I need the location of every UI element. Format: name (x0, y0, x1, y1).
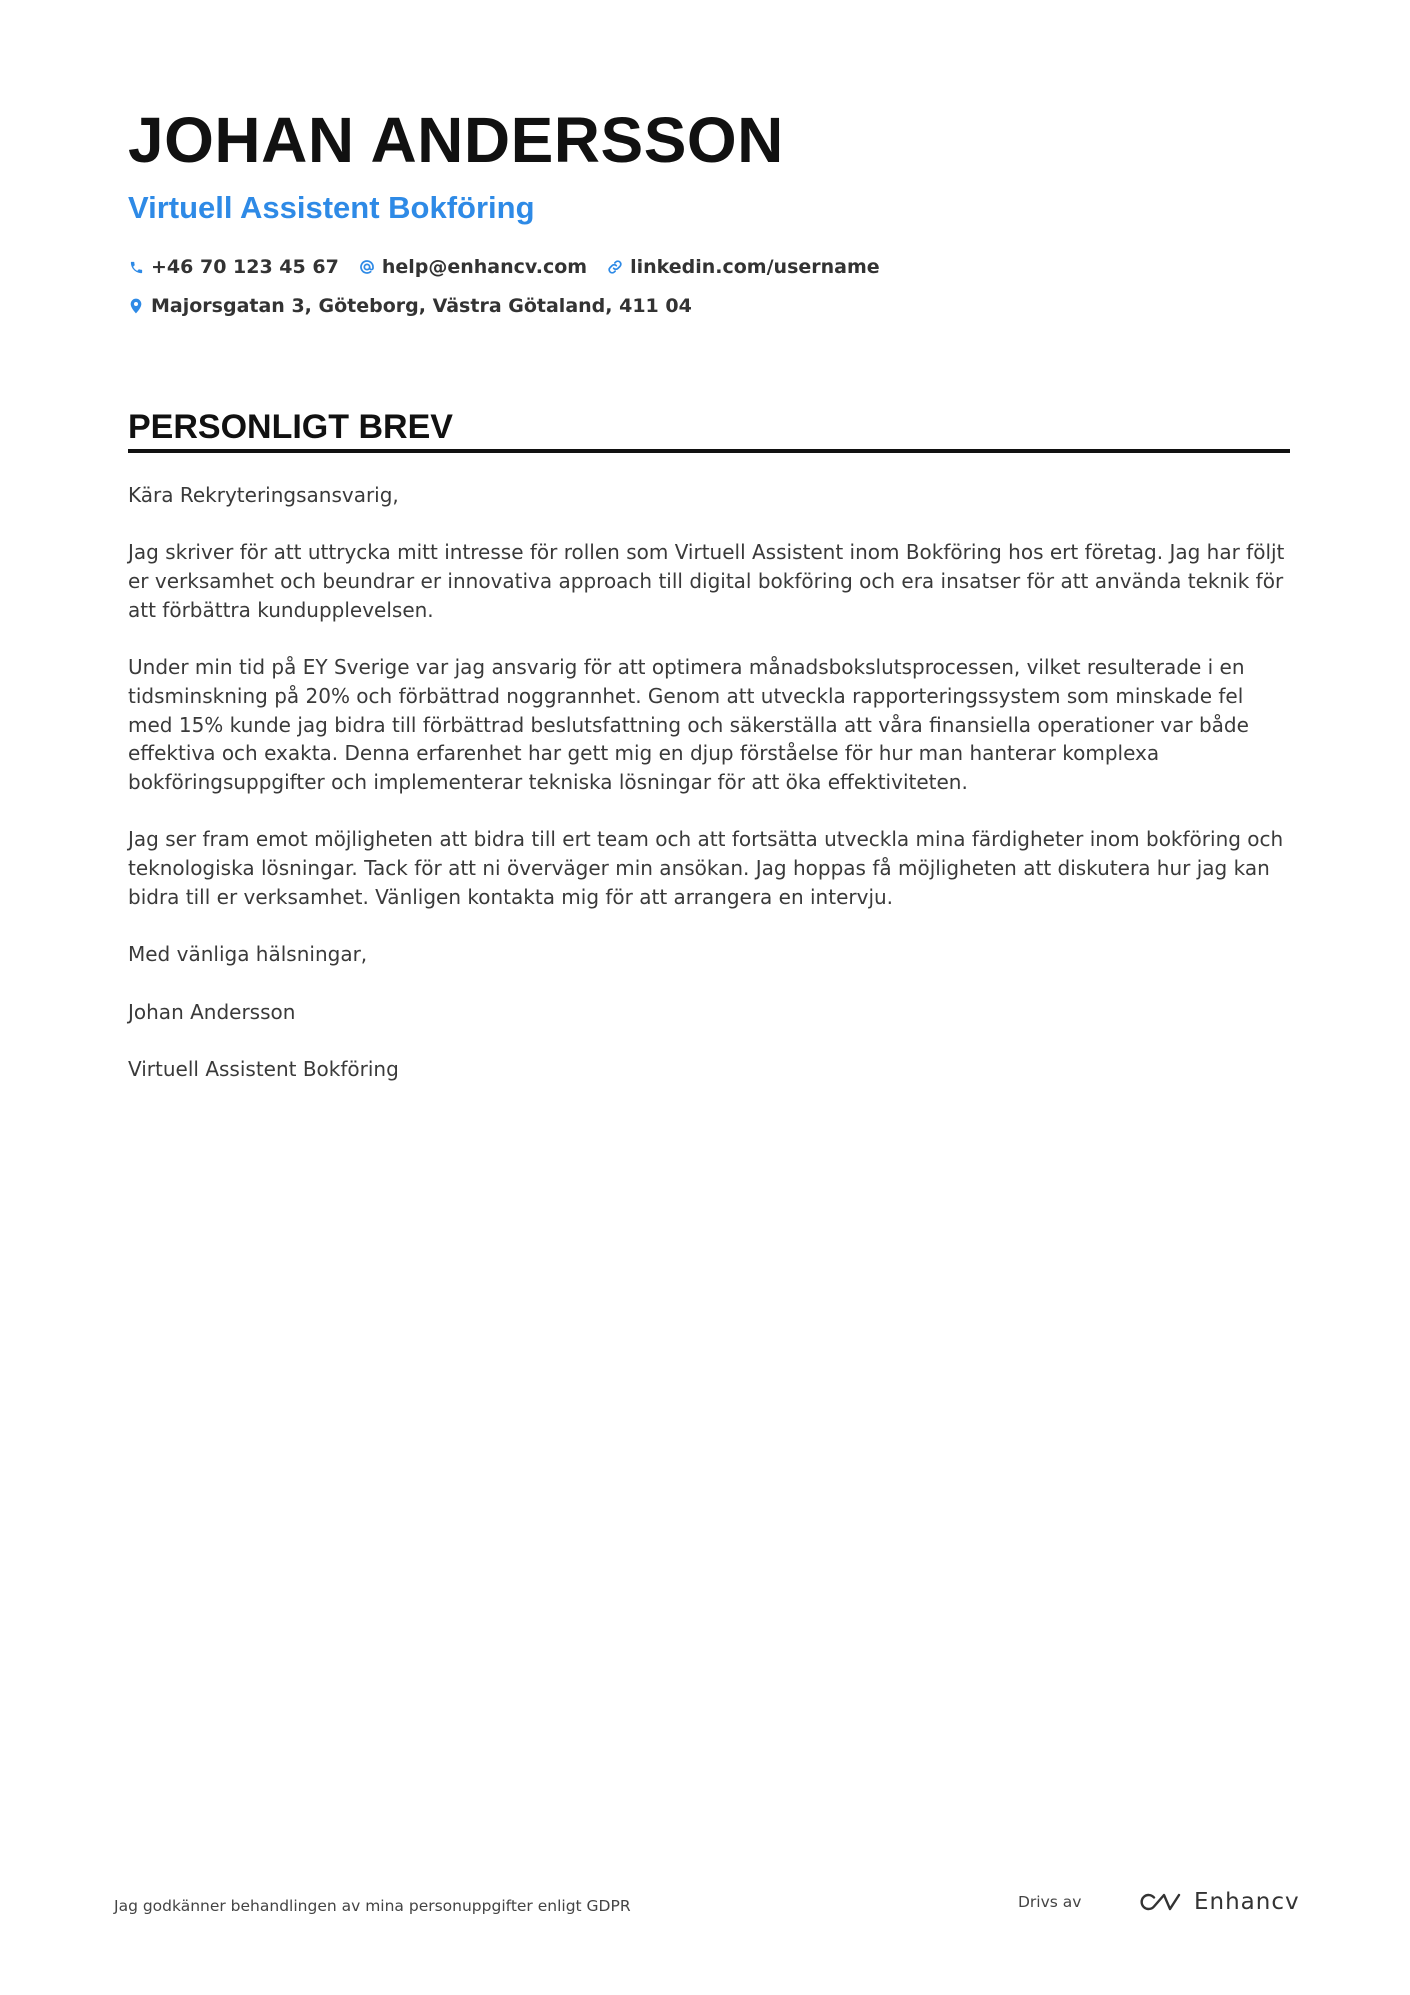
candidate-name: JOHAN ANDERSSON (128, 104, 784, 176)
letter-greeting: Kära Rekryteringsansvarig, (128, 483, 399, 507)
brand-link[interactable] (1138, 1890, 1300, 1914)
letter-signature-title: Virtuell Assistent Bokföring (128, 1056, 399, 1081)
link-icon (607, 259, 623, 275)
letter-body (128, 481, 1290, 1112)
contact-email[interactable] (359, 256, 587, 278)
gdpr-consent: Jag godkänner behandlingen av mina personuppgifter enligt GDPR (114, 1897, 631, 1915)
address-text: Majorsgatan 3, Göteborg, Västra Götaland, 411 04 (151, 295, 692, 317)
contact-linkedin[interactable] (607, 256, 880, 278)
letter-signature-name: Johan Andersson (128, 999, 296, 1024)
phone-icon (128, 259, 144, 275)
letter-closing: Med vänliga hälsningar, (128, 942, 368, 967)
brand-name[interactable]: Enhancv (1194, 1888, 1300, 1915)
linkedin-text[interactable]: linkedin.com/username (630, 256, 880, 278)
contact-phone (128, 256, 339, 278)
candidate-role: Virtuell Assistent Bokföring (128, 190, 535, 225)
location-pin-icon (128, 298, 144, 314)
email-text[interactable]: help@enhancv.com (381, 256, 588, 278)
phone-text: +46 70 123 45 67 (151, 256, 339, 278)
contact-address (128, 295, 692, 317)
section-title: PERSONLIGT BREV (128, 408, 453, 446)
letter-paragraph-1: Jag skriver för att uttrycka mitt intresse för rollen som Virtuell Assistent inom Bokföring hos ert företag. Jag har följt er verksamhet och beundrar er innovativa approach till digital bokföring och era insatser för att använda teknik för att förbättra kundupplevelsen. (128, 540, 1285, 622)
at-icon (359, 259, 375, 275)
letter-paragraph-2: Under min tid på EY Sverige var jag ansvarig för att optimera månadsbokslutsprocessen, vilket resulterade i en tidsminskning på 20% och förbättrad noggrannhet. Genom att utveckla rapporteringssystem som minskade fel med 15% kunde jag bidra till förbättrad beslutsfattning och säkerställa att våra finansiella operationer var både effektiva och exakta. Denna erfarenhet har gett mig en djup förståelse för hur man hanterar komplexa bokföringsuppgifter och implementerar tekniska lösningar för att öka effektiviteten. (128, 655, 1249, 794)
powered-by-label: Drivs av (1018, 1893, 1082, 1911)
contact-row-primary (128, 256, 880, 278)
contact-row-address (128, 295, 692, 317)
section-divider (128, 449, 1290, 453)
letter-paragraph-3: Jag ser fram emot möjligheten att bidra till ert team och att fortsätta utveckla mina färdigheter inom bokföring och teknologiska lösningar. Tack för att ni överväger min ansökan. Jag hoppas få möjligheten att diskutera hur jag kan bidra till er verksamhet. Vänligen kontakta mig för att arrangera en intervju. (128, 827, 1284, 909)
enhancv-logo-icon (1138, 1890, 1184, 1914)
